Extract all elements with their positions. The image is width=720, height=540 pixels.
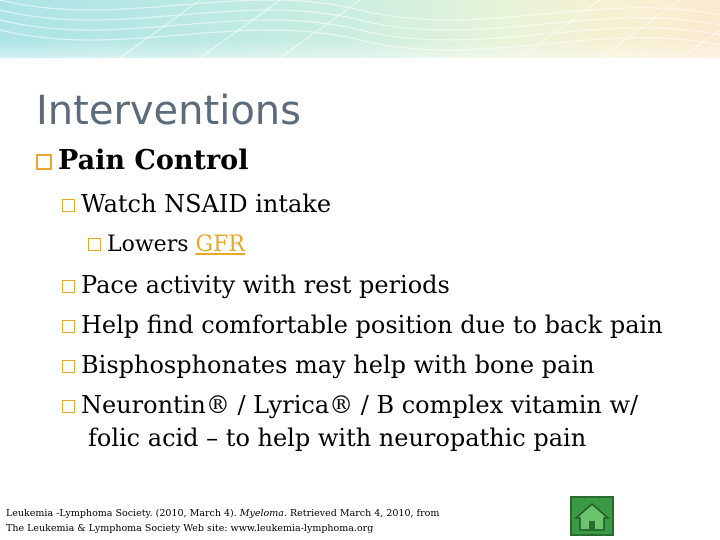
bullet-text: Watch NSAID intake: [81, 190, 332, 218]
bullet-neurontin: [62, 391, 638, 419]
square-bullet-icon: [88, 238, 101, 251]
bullet-text: Bisphosphonates may help with bone pain: [81, 351, 595, 379]
home-button[interactable]: [570, 496, 614, 536]
header-fade: [0, 40, 720, 80]
gfr-link[interactable]: GFR: [195, 232, 245, 257]
heading-text: Pain Control: [58, 145, 249, 176]
sub-bullet-text: Lowers: [107, 232, 196, 257]
bullet-pace-activity: [62, 271, 450, 299]
citation-line-2: The Leukemia & Lymphoma Society Web site: www.leukemia-lymphoma.org: [6, 523, 374, 534]
bullet-bisphosphonates: [62, 351, 594, 379]
bullet-text: Help find comfortable position due to back pain: [81, 311, 663, 339]
square-bullet-icon: [36, 154, 52, 170]
bullet-position: [62, 311, 663, 339]
bullet-text: Pace activity with rest periods: [81, 271, 450, 299]
slide-title: Interventions: [36, 88, 301, 134]
bullet-text: Neurontin® / Lyrica® / B complex vitamin w/: [81, 391, 639, 419]
bullet-nsaid: [62, 190, 331, 218]
square-bullet-icon: [62, 280, 75, 293]
square-bullet-icon: [62, 400, 75, 413]
square-bullet-icon: [62, 360, 75, 373]
home-icon: [572, 498, 612, 534]
sub-bullet-gfr: [88, 232, 245, 257]
citation: [6, 506, 439, 536]
bullet-continuation: folic acid – to help with neuropathic pain: [88, 424, 587, 452]
square-bullet-icon: [62, 199, 75, 212]
square-bullet-icon: [62, 320, 75, 333]
citation-line-1: Leukemia -Lymphoma Society. (2010, March 4). Myeloma. Retrieved March 4, 2010, from: [6, 508, 440, 519]
heading-pain-control: [36, 145, 248, 176]
